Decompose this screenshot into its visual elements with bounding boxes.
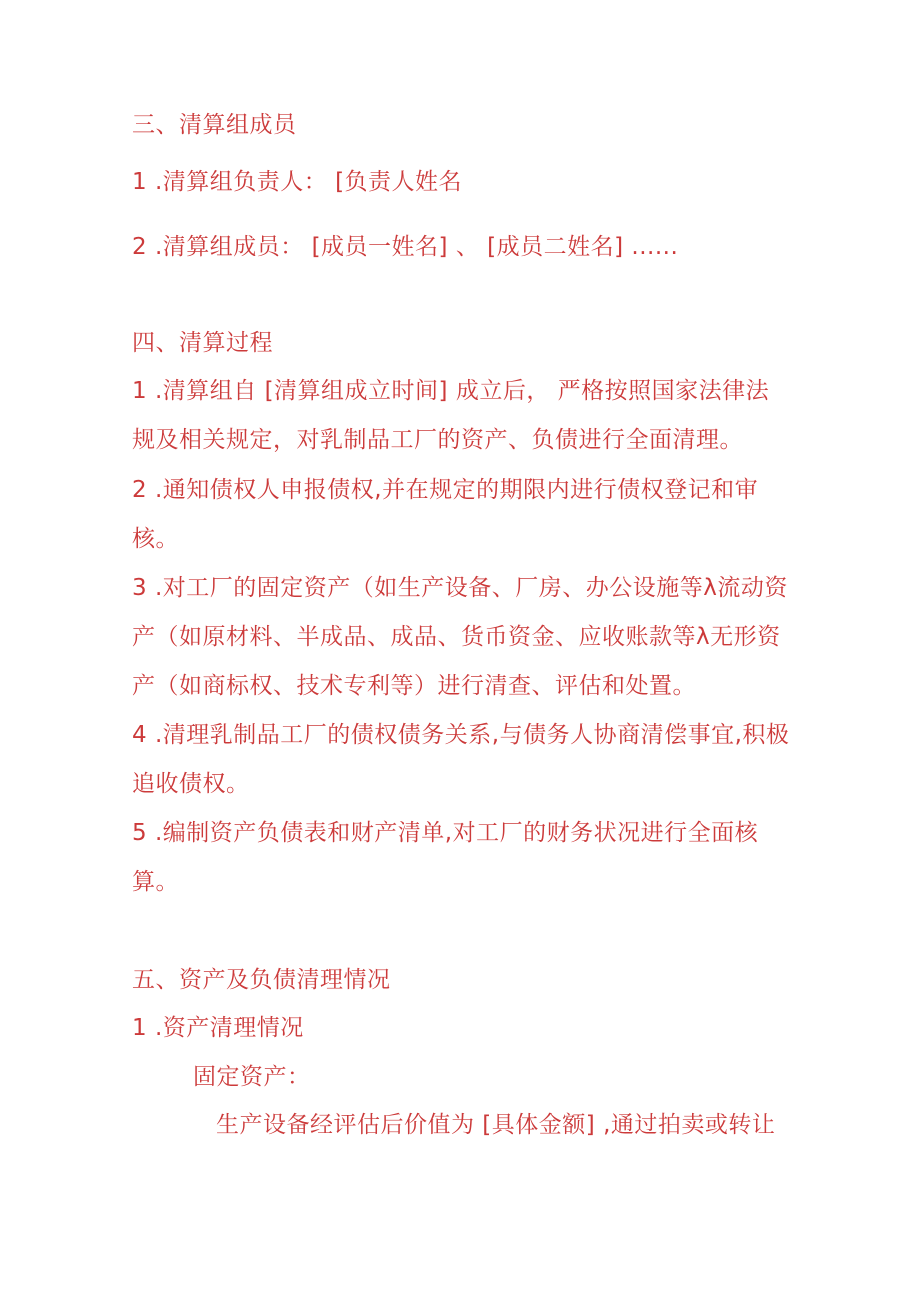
section5-heading: 五、资产及负债清理情况: [132, 967, 391, 993]
section4-line-5: 3 .对工厂的固定资产（如生产设备、厂房、办公设施等λ流动资: [132, 575, 788, 601]
section4-line-8: 4 .清理乳制品工厂的债权债务关系,与债务人协商清偿事宜,积极: [132, 722, 790, 748]
section4-line-4: 核。: [132, 526, 179, 552]
section4-heading: 四、清算过程: [132, 330, 273, 356]
section5-sub1a: 固定资产：: [193, 1064, 311, 1090]
section4-line-7: 产（如商标权、技术专利等）进行清查、评估和处置。: [132, 673, 696, 699]
section4-line-1: 1 .清算组自 [清算组成立时间] 成立后， 严格按照国家法律法: [132, 378, 770, 404]
section3-item-2: 2 .清算组成员： [成员一姓名] 、 [成员二姓名] ......: [132, 234, 679, 260]
section3-heading: 三、清算组成员: [132, 112, 297, 138]
section4-line-11: 算。: [132, 869, 179, 895]
section3-item-1: 1 .清算组负责人： [负责人姓名: [132, 169, 463, 195]
section4-line-6: 产（如原材料、半成品、成品、货币资金、应收账款等λ无形资: [132, 624, 781, 650]
section4-line-2: 规及相关规定，对乳制品工厂的资产、负债进行全面清理。: [132, 427, 743, 453]
section4-line-3: 2 .通知债权人申报债权,并在规定的期限内进行债权登记和审: [132, 477, 759, 503]
section4-line-10: 5 .编制资产负债表和财产清单,对工厂的财务状况进行全面核: [132, 820, 759, 846]
section4-line-9: 追收债权。: [132, 771, 250, 797]
section5-sub1: 1 .资产清理情况: [132, 1015, 304, 1041]
section5-sub1a-text: 生产设备经评估后价值为 [具体金额] ,通过拍卖或转让: [216, 1112, 776, 1138]
